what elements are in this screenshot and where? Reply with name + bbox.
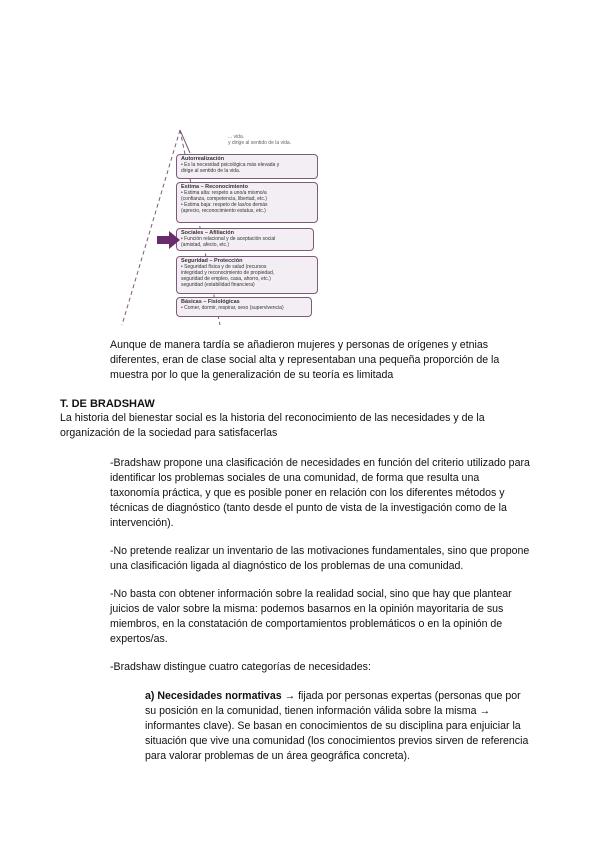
item-normative-needs (145, 689, 530, 764)
paragraph-value-judgments: -No basta con obtener información sobre la realidad social, sino que hay que plantear juicios de valor sobre la misma: podemos basarnos en la opinión mayoritaria de sus miembros, en la constatación de comportamientos problemáticos o en la opinión de expertos/as. (110, 588, 512, 645)
pyramid-level-social: Sociales – Afiliación • Función relacional y de aceptación social (amistad, afecto, etc.) (176, 228, 314, 251)
section-title: T. DE BRADSHAW (60, 398, 155, 410)
item-a-label: a) Necesidades normativas (145, 690, 282, 702)
pyramid-level-basic: Básicas – Fisiológicas • Comer, dormir, respirar, sexo (supervivencia) (176, 297, 312, 317)
pyramid-top-fragment: ... vida. y dirige al sentido de la vida. (228, 134, 292, 146)
pyramid-level-safety: Seguridad – Protección • Seguridad física y de salud (recursos integridad y reconocimiento de propiedad, seguridad de empleo, casa, ahorro, etc.) seguridad (estabilidad financiera) (176, 256, 318, 294)
paragraph-not-inventory: -No pretende realizar un inventario de las motivaciones fundamentales, sino que propone una clasificación ligada al diagnóstico de los problemas de una comunidad. (110, 545, 530, 572)
pointer-arrow-icon (157, 231, 181, 249)
pyramid-apex-tick (180, 130, 190, 153)
pyramid-level-esteem: Estima – Reconocimiento • Estima alta: respeto a uno/a mismo/a (confianza, competencia, libertad, etc.) • Estima baja: respeto de las/os demás (aprecio, reconocimiento estatus, etc.) (176, 182, 318, 223)
paragraph-four-categories: -Bradshaw distingue cuatro categorías de necesidades: (110, 661, 371, 673)
pyramid-level-self-actualization: Autorrealización • Es la necesidad psicológica más elevada y dirige al sentido de la vida. (176, 154, 318, 179)
pyramid-caption: Aunque de manera tardía se añadieron mujeres y personas de orígenes y etnias diferentes, eran de clase social alta y representaban una pequeña proporción de la muestra por lo que la generalización de su teoría es limitada (110, 339, 500, 381)
intro-paragraph: La historia del bienestar social es la historia del reconocimiento de las necesidades y de la organización de la sociedad para satisfacerlas (60, 412, 485, 439)
pyramid-left-edge (122, 130, 180, 325)
paragraph-classification: -Bradshaw propone una clasificación de necesidades en función del criterio utilizado para identificar los problemas sociales de una comunidad, de forma que resulta una taxonomía práctica, y que es posible poner en relación con los diferentes métodos y técnicas de diagnóstico (tanto desde el punto de vista de la investigación como de la intervención). (110, 457, 530, 529)
item-a-text: → fijada por personas expertas (personas que por su posición en la comunidad, tienen información válida sobre la misma → informantes clave). Se basan en conocimientos de su disciplina para enjuiciar la situación que vive una comunidad (los conocimientos previos sirven de referencia para valorar problemas de un área geográfica concreta). (145, 690, 529, 762)
